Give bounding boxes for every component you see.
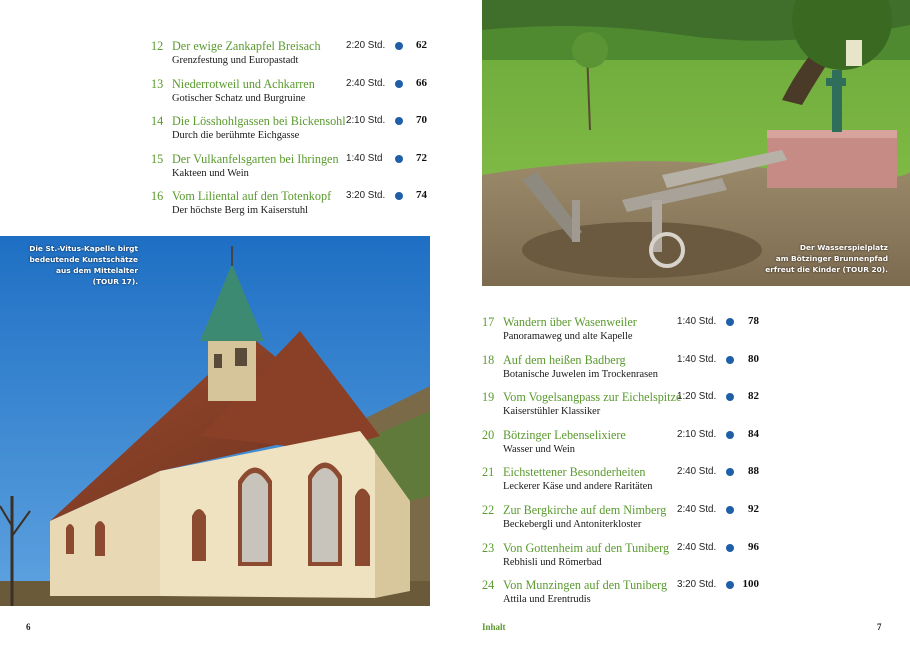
page-number: 82 — [748, 390, 759, 403]
page-number: 96 — [748, 540, 759, 553]
toc-list-left — [151, 39, 441, 227]
chapel-caption-line: bedeutende Kunstschätze — [29, 255, 138, 264]
tour-number: 18 — [482, 352, 495, 367]
tour-number: 22 — [482, 502, 495, 517]
toc-entry[interactable] — [151, 152, 441, 190]
tour-number: 19 — [482, 390, 495, 405]
toc-entry[interactable] — [482, 465, 782, 503]
tour-subtitle: Panoramaweg und alte Kapelle — [503, 331, 633, 342]
toc-entry[interactable] — [482, 390, 782, 428]
page-number: 62 — [416, 39, 427, 51]
tour-subtitle: Grenzfestung und Europastadt — [172, 55, 299, 66]
tour-number: 13 — [151, 76, 164, 91]
tour-number: 24 — [482, 578, 495, 593]
toc-entry[interactable] — [151, 114, 441, 152]
tour-title[interactable]: Wandern über Wasenweiler — [503, 315, 637, 329]
tour-duration: 2:10 Std. — [346, 115, 386, 127]
tour-subtitle: Durch die berühmte Eichgasse — [172, 130, 300, 142]
tour-duration: 1:40 Std. — [677, 316, 717, 327]
tour-duration: 3:20 Std. — [677, 579, 717, 591]
toc-entry[interactable] — [482, 503, 782, 541]
chapel-caption-line: (TOUR 17). — [92, 277, 138, 286]
tour-duration: 2:10 Std. — [677, 428, 717, 440]
toc-list-right — [482, 315, 782, 616]
toc-entry[interactable] — [151, 39, 441, 77]
toc-entry[interactable] — [482, 541, 782, 579]
tour-duration: 3:20 Std. — [346, 190, 386, 202]
tour-title[interactable]: Vom Vogelsangpass zur Eichelspitze — [503, 390, 682, 405]
chapel-caption-line: Die St.-Vitus-Kapelle birgt — [29, 244, 138, 253]
tour-subtitle: Rebhisli und Römerbad — [503, 556, 602, 568]
tour-duration: 2:40 Std. — [677, 466, 717, 478]
tour-duration: 1:20 Std. — [677, 391, 717, 403]
playground-caption-line: Der Wasserspielplatz — [799, 243, 888, 252]
page-number-right: 7 — [877, 622, 882, 632]
page-number: 70 — [416, 114, 427, 127]
playground-caption-line: am Bötzinger Brunnenpfad — [775, 254, 888, 263]
toc-entry[interactable] — [151, 189, 441, 227]
tour-title[interactable]: Von Gottenheim auf den Tuniberg — [503, 540, 670, 555]
tour-subtitle: Leckerer Käse und andere Raritäten — [503, 481, 653, 493]
tour-number: 21 — [482, 465, 495, 480]
running-head: Inhalt — [482, 622, 506, 632]
tour-subtitle: Attila und Erentrudis — [503, 594, 591, 606]
page-number: 72 — [416, 151, 427, 164]
tour-duration: 2:40 Std. — [677, 503, 717, 515]
tour-subtitle: Wasser und Wein — [503, 443, 576, 455]
tour-number: 14 — [151, 114, 164, 129]
page-number: 74 — [416, 189, 427, 202]
toc-entry[interactable] — [482, 428, 782, 466]
tour-number: 16 — [151, 189, 164, 204]
tour-title[interactable]: Die Lösshohlgassen bei Bickensohl — [172, 114, 346, 129]
tour-duration: 2:40 Std. — [346, 77, 386, 89]
toc-entry[interactable] — [482, 315, 782, 353]
tour-title[interactable]: Zur Bergkirche auf dem Nimberg — [503, 502, 667, 517]
tour-duration: 2:40 Std. — [677, 541, 717, 553]
tour-number: 20 — [482, 427, 495, 442]
tour-subtitle: Gotischer Schatz und Burgruine — [172, 92, 306, 104]
tour-number: 17 — [482, 315, 495, 329]
tour-title[interactable]: Eichstettener Besonderheiten — [503, 465, 646, 480]
chapel-caption-line: aus dem Mittelalter — [55, 266, 138, 275]
toc-entry[interactable] — [151, 77, 441, 115]
tour-title[interactable]: Auf dem heißen Badberg — [503, 352, 626, 367]
tour-title[interactable]: Der Vulkanfelsgarten bei Ihringen — [172, 151, 339, 166]
playground-caption-line: erfreut die Kinder (TOUR 20). — [765, 265, 888, 274]
page-number: 92 — [748, 502, 759, 515]
page-number: 78 — [748, 315, 759, 327]
tour-duration: 1:40 Std — [346, 152, 383, 164]
tour-number: 23 — [482, 540, 495, 555]
chapel-photo — [0, 236, 430, 606]
tour-subtitle: Kaiserstühler Klassiker — [503, 406, 601, 418]
tour-title[interactable]: Bötzinger Lebenselixiere — [503, 427, 626, 442]
tour-subtitle: Beckebergli und Antoniterkloster — [503, 518, 642, 530]
tour-number: 15 — [151, 151, 164, 166]
tour-title[interactable]: Niederrotweil und Achkarren — [172, 76, 315, 91]
toc-entry[interactable] — [482, 353, 782, 391]
page-number-left: 6 — [26, 622, 31, 632]
chapel-photo-caption — [10, 243, 138, 287]
toc-entry[interactable] — [482, 578, 782, 616]
page-number: 84 — [748, 427, 759, 440]
page-number: 80 — [748, 352, 759, 365]
tour-subtitle: Botanische Juwelen im Trockenrasen — [503, 368, 658, 380]
tour-subtitle: Kakteen und Wein — [172, 167, 249, 179]
tour-duration: 2:20 Std. — [346, 40, 386, 51]
playground-photo-caption — [760, 242, 888, 275]
tour-title[interactable]: Der ewige Zankapfel Breisach — [172, 39, 321, 53]
tour-duration: 1:40 Std. — [677, 353, 717, 365]
tour-title[interactable]: Von Munzingen auf den Tuniberg — [503, 578, 668, 593]
tour-title[interactable]: Vom Liliental auf den Totenkopf — [172, 189, 332, 204]
page-number: 66 — [416, 76, 427, 89]
page-number: 100 — [742, 578, 759, 591]
tour-subtitle: Der höchste Berg im Kaiserstuhl — [172, 205, 309, 217]
page-number: 88 — [748, 465, 759, 478]
tour-number: 12 — [151, 39, 164, 53]
